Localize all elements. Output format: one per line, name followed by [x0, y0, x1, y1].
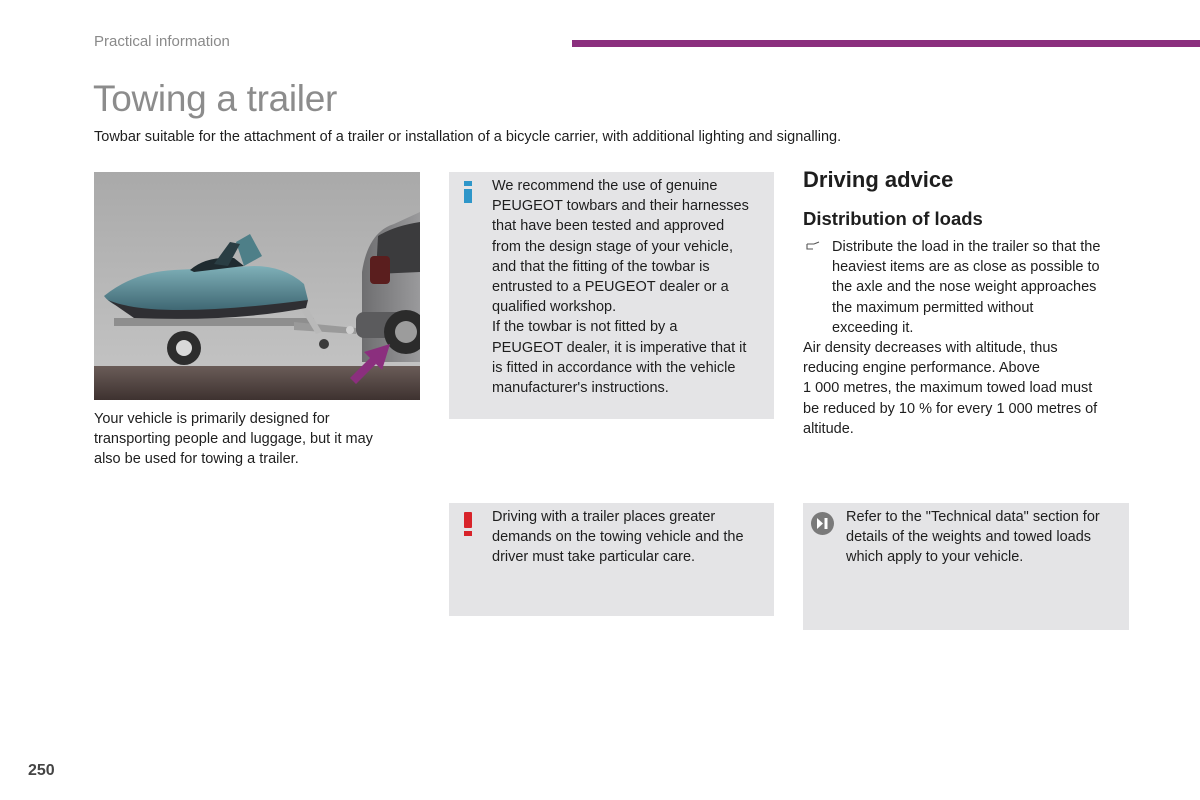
section-label: Practical information [94, 33, 230, 50]
illustration-floor [94, 366, 420, 400]
page-number: 250 [28, 762, 55, 779]
distribution-of-loads-heading: Distribution of loads [803, 208, 983, 229]
caption-line: Your vehicle is primarily designed for [94, 411, 330, 427]
info-icon [463, 181, 473, 205]
reference-line: which apply to your vehicle. [846, 549, 1024, 566]
technical-data-reference [803, 503, 1129, 630]
info-note-line: and that the fitting of the towbar is [492, 258, 710, 275]
altitude-line: reducing engine performance. Above [803, 360, 1040, 377]
altitude-line: 1 000 metres, the maximum towed load must [803, 380, 1093, 397]
altitude-line: altitude. [803, 420, 854, 437]
info-note-line: manufacturer's instructions. [492, 380, 669, 397]
info-note-line: is fitted in accordance with the vehicle [492, 359, 736, 376]
warning-note-line: driver must take particular care. [492, 549, 696, 566]
reference-text [846, 507, 1126, 568]
pointing-hand-icon [806, 241, 820, 251]
bullet-line: the axle and the nose weight approaches [832, 279, 1097, 296]
info-note-line: qualified workshop. [492, 299, 617, 316]
page-title: Towing a trailer [93, 78, 338, 119]
info-note-line: PEUGEOT towbars and their harnesses [492, 198, 749, 215]
info-note-line: If the towbar is not fitted by a [492, 319, 678, 336]
warning-note-line: Driving with a trailer places greater [492, 509, 716, 525]
reference-line: Refer to the "Technical data" section for [846, 509, 1100, 525]
info-note-line: We recommend the use of genuine [492, 178, 718, 194]
header-accent-bar [572, 40, 1200, 47]
warning-note [449, 503, 774, 616]
info-note-line: PEUGEOT dealer, it is imperative that it [492, 339, 747, 356]
altitude-line: Air density decreases with altitude, thus [803, 340, 1058, 356]
driving-advice-heading: Driving advice [803, 167, 954, 192]
info-note-line: from the design stage of your vehicle, [492, 238, 733, 255]
intro-text: Towbar suitable for the attachment of a trailer or installation of a bicycle carrier, with additional lighting and signalling. [94, 129, 842, 145]
towing-illustration [94, 172, 420, 400]
reference-line: details of the weights and towed loads [846, 529, 1092, 546]
info-note-line: that have been tested and approved [492, 218, 725, 235]
caption-line: also be used for towing a trailer. [94, 451, 299, 468]
illustration-caption [94, 409, 414, 470]
bullet-line: exceeding it. [832, 319, 914, 336]
warning-note-line: demands on the towing vehicle and the [492, 529, 744, 546]
info-note-line: entrusted to a PEUGEOT dealer or a [492, 279, 729, 296]
warning-icon [464, 512, 472, 536]
bullet-line: heaviest items are as close as possible to [832, 259, 1100, 276]
caption-line: transporting people and luggage, but it may [94, 431, 373, 448]
cross-reference-icon [811, 512, 834, 535]
load-distribution-text [832, 237, 1128, 338]
altitude-advice-text [803, 338, 1128, 439]
info-note [449, 172, 774, 419]
bullet-line: Distribute the load in the trailer so that the [832, 239, 1101, 255]
altitude-line: be reduced by 10 % for every 1 000 metres of [803, 400, 1098, 417]
info-note-text [492, 176, 770, 398]
warning-note-text [492, 507, 770, 568]
bullet-line: the maximum permitted without [832, 299, 1034, 316]
